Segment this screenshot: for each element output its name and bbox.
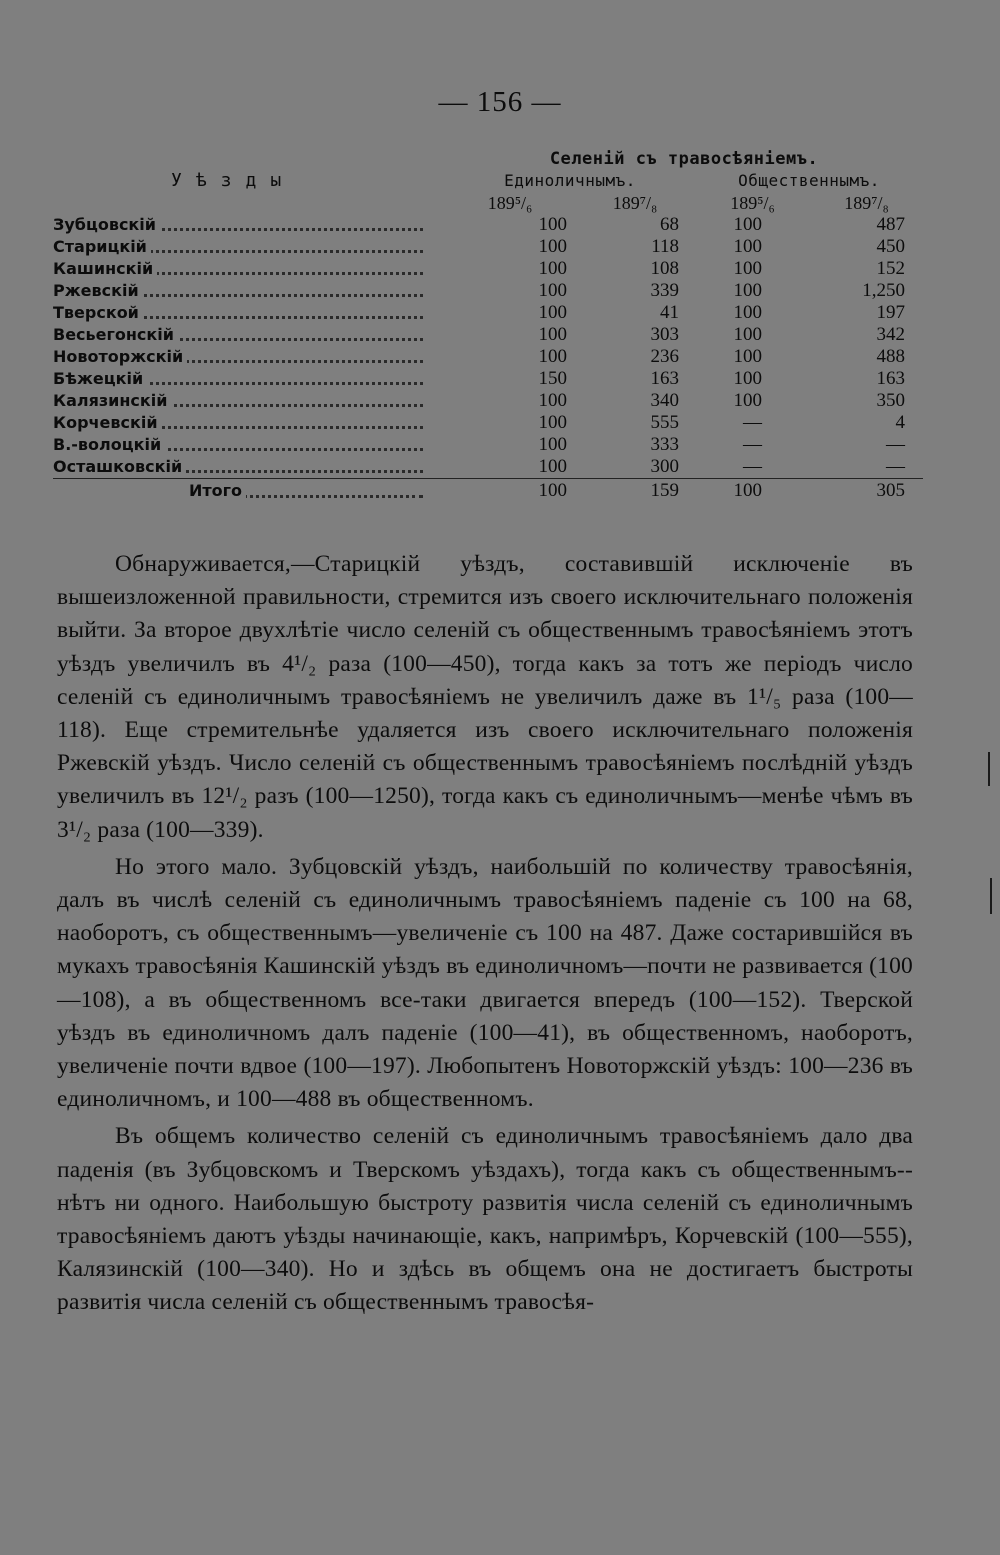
year-header: 189⁷/₈	[612, 193, 658, 213]
value-cell: 100	[733, 236, 762, 257]
sub-header-communal: Общественнымъ.	[738, 171, 880, 190]
district-name-text: Кашинскій	[53, 259, 157, 278]
table-row	[53, 434, 923, 456]
total-label	[53, 479, 445, 504]
district-name	[53, 346, 445, 368]
value-cell: 333	[650, 434, 679, 455]
district-name-text: Осташковскій	[53, 457, 186, 476]
value-cell: 488	[876, 346, 905, 367]
value-cell: 100	[538, 434, 567, 455]
statistics-table	[53, 148, 923, 503]
table-row	[53, 456, 923, 479]
value-cell: —	[743, 412, 762, 433]
district-name-text: Старицкій	[53, 237, 151, 256]
value-cell: 100	[538, 412, 567, 433]
district-name-text: Тверской	[53, 303, 143, 322]
district-name	[53, 258, 445, 280]
value-cell: 100	[538, 346, 567, 367]
value-cell: 100	[733, 346, 762, 367]
paragraph: Въ общемъ количество селеній съ единоличнымъ травосѣяніемъ дало два паденія (въ Зубцовскомъ и Тверскомъ уѣздахъ), тогда какъ съ общественнымъ--нѣтъ ни одного. Наибольшую быстроту развитія числа селеній съ единоличнымъ травосѣяніемъ даютъ уѣзды начинающіе, какъ, напримѣръ, Корчевскій (100—555), Калязинскій (100—340). Но и здѣсь въ общемъ она не достигаетъ быстроты развитія числа селеній съ общественнымъ травосѣя-	[57, 1123, 913, 1316]
value-cell: —	[886, 456, 905, 477]
value-cell: 100	[538, 258, 567, 279]
district-name	[53, 434, 445, 456]
value-cell: 555	[650, 412, 679, 433]
value-cell: 339	[650, 280, 679, 301]
value-cell: 41	[660, 302, 679, 323]
value-cell: 100	[695, 479, 810, 504]
value-cell: 68	[660, 214, 679, 235]
table-row	[53, 412, 923, 434]
table-row	[53, 368, 923, 390]
value-cell: 100	[538, 324, 567, 345]
value-cell: 100	[538, 456, 567, 477]
year-header: 189⁵/₆	[487, 193, 533, 213]
value-cell: 100	[538, 236, 567, 257]
paragraph: Обнаруживается,—Старицкій уѣздъ, составившій исключеніе въ вышеизложенной правильности, стремится изъ своего исключительнаго положенія выйти. За второе двухлѣтіе число селеній съ общественнымъ травосѣяніемъ этотъ уѣздъ увеличилъ въ 4¹/₂ раза (100—450), тогда какъ за тотъ же періодъ число селеній съ единоличнымъ травосѣяніемъ не увеличилъ даже въ 1¹/₅ раза (100—118). Еще стремительнѣе удаляется изъ своего исключительнаго положенія Ржевскій уѣздъ. Число селеній съ общественнымъ травосѣяніемъ послѣдній уѣздъ увеличилъ въ 12¹/₂ разъ (100—1250), тогда какъ съ единоличнымъ—менѣе чѣмъ въ 3¹/₂ раза (100—339).	[57, 551, 913, 843]
table-row	[53, 280, 923, 302]
value-cell: 100	[538, 302, 567, 323]
district-name	[53, 368, 445, 390]
year-header: 189⁵/₆	[730, 193, 775, 213]
value-cell: 340	[650, 390, 679, 411]
district-name-text: Бѣжецкій	[53, 369, 147, 388]
value-cell: 303	[650, 324, 679, 345]
group-header: Селеній съ травосѣяніемъ.	[549, 149, 819, 169]
value-cell: 100	[733, 258, 762, 279]
value-cell: 100	[538, 214, 567, 235]
district-name	[53, 302, 445, 324]
value-cell: 152	[876, 258, 905, 279]
table-row	[53, 302, 923, 324]
paragraph: Но этого мало. Зубцовскій уѣздъ, наибольшій по количеству травосѣянія, далъ въ числѣ селеній съ единоличнымъ травосѣяніемъ паденіе съ 100 на 68, наоборотъ, съ общественнымъ—увеличеніе съ 100 на 487. Даже состарившійся въ мукахъ травосѣянія Кашинскій уѣздъ въ единоличномъ—почти не развивается (100—108), а въ общественномъ все-таки двигается впередъ (100—152). Тверской уѣздъ въ единоличномъ далъ паденіе (100—41), въ общественномъ, наоборотъ, увеличеніе почти вдвое (100—197). Любопытенъ Новоторжскій уѣздъ: 100—236 въ единоличномъ, и 100—488 въ общественномъ.	[57, 853, 913, 1113]
value-cell: 100	[538, 280, 567, 301]
district-name-text: Зубцовскій	[53, 215, 160, 234]
district-name	[53, 214, 445, 236]
value-cell: 305	[810, 479, 923, 504]
value-cell: 108	[650, 258, 679, 279]
district-name	[53, 412, 445, 434]
value-cell: 100	[733, 390, 762, 411]
value-cell: 350	[876, 390, 905, 411]
district-name-text: Итого	[189, 481, 246, 500]
year-header: 189⁷/₈	[844, 193, 889, 213]
value-cell: 100	[445, 479, 575, 504]
value-cell: 1,250	[862, 280, 905, 301]
value-cell: —	[886, 434, 905, 455]
sub-header-individual: Единоличнымъ.	[504, 171, 636, 190]
value-cell: —	[743, 456, 762, 477]
value-cell: 163	[650, 368, 679, 389]
body-text	[57, 548, 913, 1324]
table-row	[53, 236, 923, 258]
district-name	[53, 390, 445, 412]
district-name	[53, 324, 445, 346]
value-cell: 236	[650, 346, 679, 367]
table-row	[53, 214, 923, 236]
total-row	[53, 479, 923, 504]
value-cell: —	[743, 434, 762, 455]
table-row	[53, 258, 923, 280]
district-name-text: Калязинскій	[53, 391, 171, 410]
margin-mark	[988, 752, 990, 786]
value-cell: 487	[876, 214, 905, 235]
value-cell: 342	[876, 324, 905, 345]
district-name	[53, 456, 445, 479]
district-name-text: Весьегонскій	[53, 325, 178, 344]
district-name-text: Корчевскій	[53, 413, 162, 432]
district-name	[53, 280, 445, 302]
district-name-text: Новоторжскій	[53, 347, 187, 366]
value-cell: 450	[876, 236, 905, 257]
district-name	[53, 236, 445, 258]
value-cell: 100	[733, 302, 762, 323]
margin-mark	[990, 878, 992, 914]
value-cell: 118	[651, 236, 679, 257]
value-cell: 4	[895, 412, 905, 433]
value-cell: 100	[733, 368, 762, 389]
value-cell: 300	[650, 456, 679, 477]
table-row	[53, 346, 923, 368]
value-cell: 100	[733, 280, 762, 301]
district-name-text: Ржевскій	[53, 281, 143, 300]
value-cell: 100	[733, 214, 762, 235]
district-name-text: В.-волоцкій	[53, 435, 165, 454]
value-cell: 100	[538, 390, 567, 411]
table-row	[53, 390, 923, 412]
page-number: — 156 —	[438, 86, 562, 118]
value-cell: 163	[876, 368, 905, 389]
value-cell: 159	[575, 479, 695, 504]
value-cell: 197	[876, 302, 905, 323]
value-cell: 150	[538, 368, 567, 389]
table-row	[53, 324, 923, 346]
column-title: Уѣзды	[171, 170, 296, 191]
value-cell: 100	[733, 324, 762, 345]
